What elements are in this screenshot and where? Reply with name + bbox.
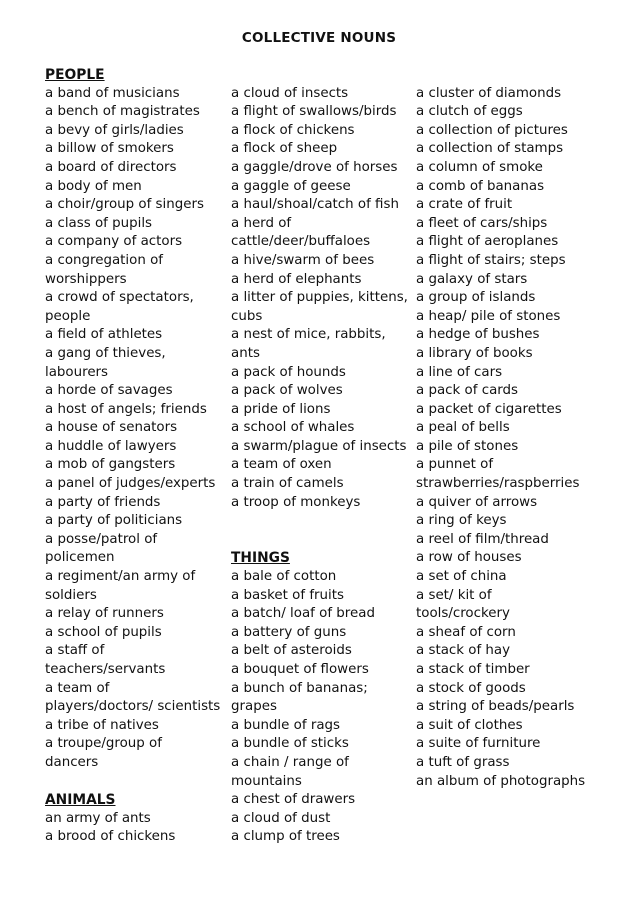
noun-entry: a clump of trees: [231, 829, 340, 845]
noun-entry: a herd of: [231, 215, 292, 231]
noun-entry: a set of china: [416, 569, 507, 585]
noun-entry: a reel of film/thread: [416, 531, 549, 547]
noun-entry: an army of ants: [45, 810, 151, 826]
noun-entry: a suit of clothes: [416, 717, 523, 733]
noun-entry: a group of islands: [416, 290, 536, 306]
spacer: [231, 66, 415, 85]
noun-entry: a stock of goods: [416, 680, 526, 696]
noun-entry: a tribe of natives: [45, 717, 159, 733]
noun-entry: labourers: [45, 364, 109, 380]
noun-entry: a pack of cards: [416, 383, 519, 399]
noun-entry: a company of actors: [45, 234, 183, 250]
noun-entry: a party of friends: [45, 494, 161, 510]
noun-entry: a school of pupils: [45, 624, 162, 640]
noun-entry: a fleet of cars/ships: [416, 215, 548, 231]
spacer: [231, 531, 415, 550]
noun-entry: a gang of thieves,: [45, 345, 166, 361]
noun-entry: a gaggle of geese: [231, 178, 351, 194]
noun-entry: people: [45, 308, 91, 324]
noun-entry: a bunch of bananas;: [231, 680, 368, 696]
noun-entry: a litter of puppies, kittens,: [231, 290, 408, 306]
noun-entry: a row of houses: [416, 550, 522, 566]
noun-entry: policemen: [45, 550, 115, 566]
noun-entry: a train of camels: [231, 476, 344, 492]
noun-entry: a party of politicians: [45, 513, 183, 529]
noun-entry: a line of cars: [416, 364, 503, 380]
noun-entry: a troop of monkeys: [231, 494, 361, 510]
noun-entry: a swarm/plague of insects: [231, 438, 407, 454]
noun-entry: a ring of keys: [416, 513, 507, 529]
noun-entry: a bench of magistrates: [45, 104, 200, 120]
noun-entry: a peal of bells: [416, 420, 510, 436]
noun-entry: a class of pupils: [45, 215, 153, 231]
noun-entry: a staff of: [45, 643, 105, 659]
column-1: [45, 66, 230, 847]
noun-entry: a hive/swarm of bees: [231, 252, 375, 268]
noun-entry: a cloud of dust: [231, 810, 331, 826]
noun-entry: a basket of fruits: [231, 587, 344, 603]
noun-entry: a flight of stairs; steps: [416, 252, 566, 268]
noun-entry: a posse/patrol of: [45, 531, 158, 547]
noun-entry: a column of smoke: [416, 159, 543, 175]
noun-entry: a set/ kit of: [416, 587, 492, 603]
noun-entry: a collection of pictures: [416, 122, 568, 138]
noun-entry: a billow of smokers: [45, 141, 174, 157]
noun-entry: a bundle of sticks: [231, 736, 349, 752]
noun-entry: a flock of sheep: [231, 141, 338, 157]
noun-entry: a bundle of rags: [231, 717, 341, 733]
noun-entry: a tuft of grass: [416, 754, 510, 770]
noun-entry: a brood of chickens: [45, 829, 176, 845]
noun-entry: a nest of mice, rabbits,: [231, 327, 386, 343]
noun-entry: a hedge of bushes: [416, 327, 540, 343]
noun-entry: a suite of furniture: [416, 736, 541, 752]
noun-entry: a band of musicians: [45, 85, 180, 101]
noun-entry: players/doctors/ scientists: [45, 699, 221, 715]
noun-entry: a string of beads/pearls: [416, 699, 575, 715]
noun-entry: a huddle of lawyers: [45, 438, 177, 454]
noun-entry: a horde of savages: [45, 383, 173, 399]
noun-entry: a cluster of diamonds: [416, 85, 562, 101]
noun-entry: a sheaf of corn: [416, 624, 516, 640]
noun-entry: a haul/shoal/catch of fish: [231, 197, 399, 213]
noun-entry: a library of books: [416, 345, 533, 361]
noun-entry: a batch/ loaf of bread: [231, 606, 375, 622]
noun-entry: a congregation of: [45, 252, 163, 268]
page-title: COLLECTIVE NOUNS: [241, 30, 397, 46]
noun-entry: a team of oxen: [231, 457, 332, 473]
noun-entry: a stack of hay: [416, 643, 511, 659]
section-heading: ANIMALS: [45, 792, 116, 809]
spacer: [416, 66, 616, 85]
noun-entry: mountains: [231, 773, 302, 789]
noun-entry: a gaggle/drove of horses: [231, 159, 398, 175]
noun-entry: a bevy of girls/ladies: [45, 122, 184, 138]
noun-entry: a crowd of spectators,: [45, 290, 194, 306]
noun-entry: strawberries/raspberries: [416, 476, 580, 492]
noun-entry: a punnet of: [416, 457, 494, 473]
noun-entry: a board of directors: [45, 159, 177, 175]
noun-entry: a collection of stamps: [416, 141, 564, 157]
noun-entry: a flock of chickens: [231, 122, 355, 138]
noun-entry: a mob of gangsters: [45, 457, 176, 473]
noun-entry: a pride of lions: [231, 401, 331, 417]
noun-entry: a galaxy of stars: [416, 271, 528, 287]
noun-entry: a heap/ pile of stones: [416, 308, 561, 324]
noun-entry: a host of angels; friends: [45, 401, 207, 417]
noun-entry: a field of athletes: [45, 327, 163, 343]
noun-entry: a pack of wolves: [231, 383, 343, 399]
noun-entry: a packet of cigarettes: [416, 401, 562, 417]
noun-entry: a cloud of insects: [231, 85, 349, 101]
noun-entry: a comb of bananas: [416, 178, 545, 194]
noun-entry: a team of: [45, 680, 110, 696]
noun-entry: a panel of judges/experts: [45, 476, 216, 492]
noun-entry: a relay of runners: [45, 606, 164, 622]
noun-entry: a body of men: [45, 178, 142, 194]
noun-entry: a chain / range of: [231, 754, 349, 770]
noun-entry: ants: [231, 345, 260, 361]
noun-entry: a chest of drawers: [231, 792, 356, 808]
noun-entry: a house of senators: [45, 420, 178, 436]
noun-entry: a quiver of arrows: [416, 494, 538, 510]
noun-entry: a bale of cotton: [231, 569, 337, 585]
noun-entry: a stack of timber: [416, 662, 530, 677]
noun-entry: a pile of stones: [416, 438, 519, 454]
noun-entry: a bouquet of flowers: [231, 662, 369, 677]
noun-entry: a flight of swallows/birds: [231, 104, 397, 120]
noun-entry: teachers/servants: [45, 662, 166, 677]
noun-entry: dancers: [45, 754, 99, 770]
noun-entry: a battery of guns: [231, 624, 347, 640]
noun-entry: tools/crockery: [416, 606, 510, 622]
section-heading: THINGS: [231, 550, 290, 567]
noun-entry: a crate of fruit: [416, 197, 513, 213]
noun-entry: a clutch of eggs: [416, 104, 523, 120]
noun-entry: a pack of hounds: [231, 364, 346, 380]
noun-entry: grapes: [231, 699, 277, 715]
noun-entry: cattle/deer/buffaloes: [231, 234, 371, 250]
noun-entry: worshippers: [45, 271, 127, 287]
noun-entry: a flight of aeroplanes: [416, 234, 559, 250]
column-2: [231, 66, 415, 847]
noun-entry: a regiment/an army of: [45, 569, 196, 585]
column-3: [416, 66, 616, 791]
spacer: [231, 512, 415, 531]
noun-entry: a troupe/group of: [45, 736, 162, 752]
noun-entry: cubs: [231, 308, 263, 324]
noun-entry: a school of whales: [231, 420, 355, 436]
noun-entry: a herd of elephants: [231, 271, 362, 287]
spacer: [45, 773, 230, 792]
noun-entry: a belt of asteroids: [231, 643, 352, 659]
noun-entry: an album of photographs: [416, 773, 586, 789]
noun-entry: a choir/group of singers: [45, 197, 204, 213]
noun-entry: soldiers: [45, 587, 97, 603]
section-heading: PEOPLE: [45, 67, 105, 83]
